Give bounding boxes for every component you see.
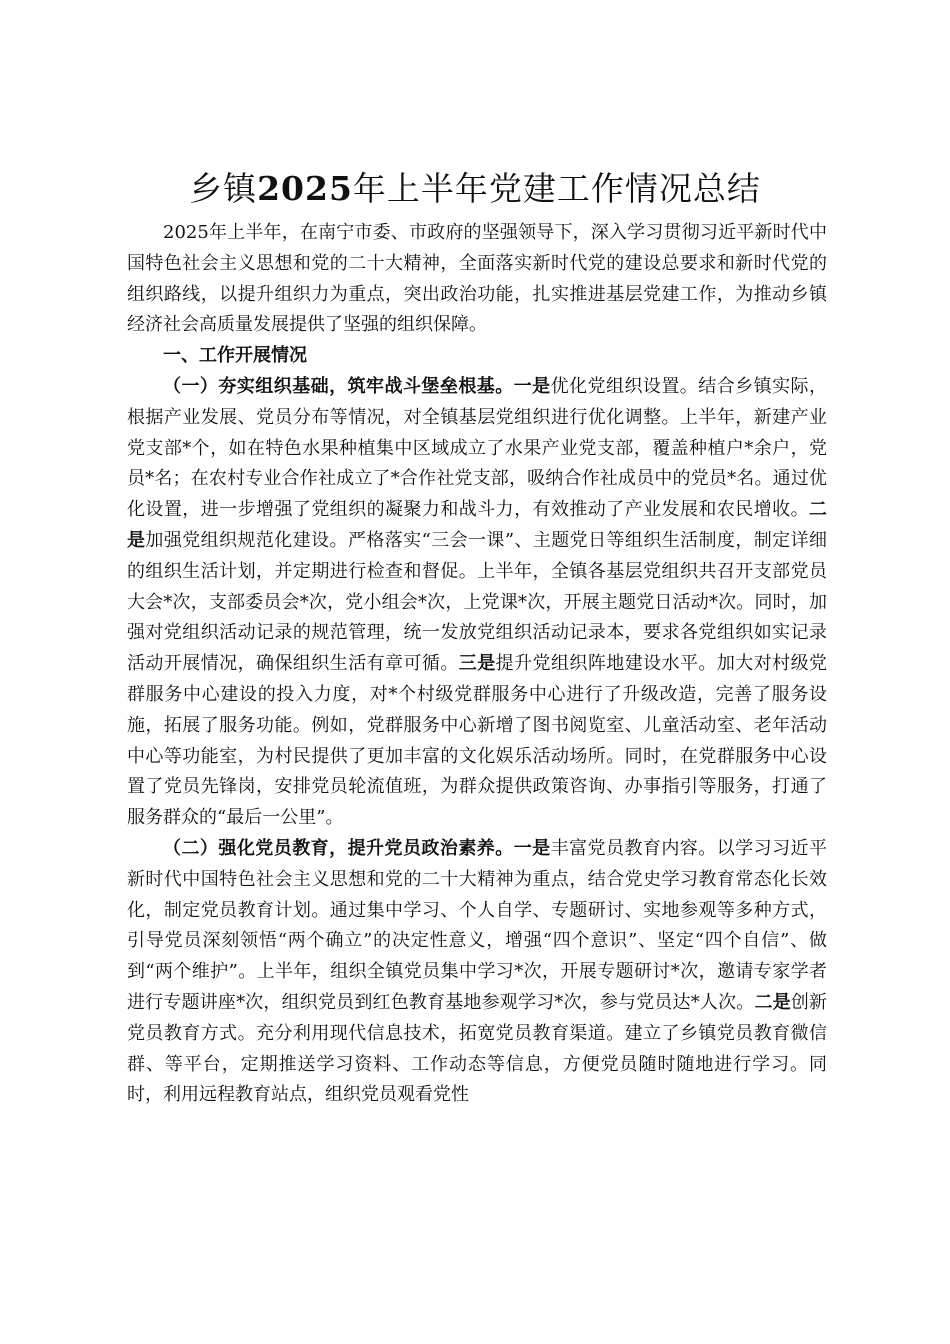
part-2-text-1: 丰富党员教育内容。以学习习近平新时代中国特色社会主义思想和党的二十大精神为重点，结合党史学习教育常态化长效化，制定党员教育计划。通过集中学习、个人自学、专题研讨、实地参观等多种方式，引导党员深刻领悟“两个确立”的决定性意义，增强“四个意识”、坚定“四个自信”、做到“两个维护”。上半年，组织全镇党员集中学习*次，开展专题研讨*次，邀请专家学者进行专题讲座*次，组织党员到红色教育基地参观学习*次，参与党员达*人次。 [127, 837, 828, 1013]
part-2-marker-1: 一是 [513, 837, 551, 859]
section-heading-work-status: 一、工作开展情况 [163, 345, 307, 367]
paragraph-part-2 [127, 834, 827, 1111]
title-year: 2025 [257, 169, 353, 208]
part-1-marker-2: 二是 [127, 499, 827, 551]
title-suffix: 年上半年党建工作情况总结 [352, 169, 761, 208]
part-1-text-2: 加强党组织规范化建设。严格落实“三会一课”、主题党日等组织生活制度，制定详细的组织生活计划，并定期进行检查和督促。上半年，全镇各基层党组织共召开支部党员大会*次，支部委员会*次，党小组会*次，上党课*次，开展主题党日活动*次。同时，加强对党组织活动记录的规范管理，统一发放党组织活动记录本，要求各党组织如实记录活动开展情况，确保组织生活有章可循。 [127, 529, 828, 675]
part-2-marker-2: 二是 [754, 991, 791, 1013]
document-title [0, 166, 950, 212]
part-1-text-3: 提升党组织阵地建设水平。加大对村级党群服务中心建设的投入力度，对*个村级党群服务中心进行了升级改造，完善了服务设施，拓展了服务功能。例如，党群服务中心新增了图书阅览室、儿童活动室、老年活动中心等功能室，为村民提供了更加丰富的文化娱乐活动场所。同时，在党群服务中心设置了党员先锋岗，安排党员轮流值班，为群众提供政策咨询、办事指引等服务，打通了服务群众的“最后一公里”。 [127, 653, 828, 829]
paragraph-part-1 [127, 372, 827, 834]
intro-paragraph: 2025年上半年，在南宁市委、市政府的坚强领导下，深入学习贯彻习近平新时代中国特色社会主义思想和党的二十大精神，全面落实新时代党的建设总要求和新时代党的组织路线，以提升组织力为重点，突出政治功能，扎实推进基层党建工作，为推动乡镇经济社会高质量发展提供了坚强的组织保障。 [127, 222, 827, 336]
part-2-text-2: 创新党员教育方式。充分利用现代信息技术，拓宽党员教育渠道。建立了乡镇党员教育微信群、等平台，定期推送学习资料、工作动态等信息，方便党员随时随地进行学习。同时，利用远程教育站点，组织党员观看党性 [127, 991, 828, 1106]
part-2-heading: （二）强化党员教育，提升党员政治素养。 [163, 837, 514, 859]
part-1-heading: （一）夯实组织基础，筑牢战斗堡垒根基。 [163, 375, 514, 397]
part-1-marker-1: 一是 [513, 375, 551, 397]
part-1-text-1: 优化党组织设置。结合乡镇实际，根据产业发展、党员分布等情况，对全镇基层党组织进行优化调整。上半年，新建产业党支部*个，如在特色水果种植集中区域成立了水果产业党支部，覆盖种植户*余户，党员*名；在农村专业合作社成立了*合作社党支部，吸纳合作社成员中的党员*名。通过优化设置，进一步增强了党组织的凝聚力和战斗力，有效推动了产业发展和农民增收。 [127, 375, 828, 521]
part-1-marker-3: 三是 [458, 653, 496, 675]
title-prefix: 乡镇 [189, 169, 258, 208]
document-body [127, 218, 827, 1111]
